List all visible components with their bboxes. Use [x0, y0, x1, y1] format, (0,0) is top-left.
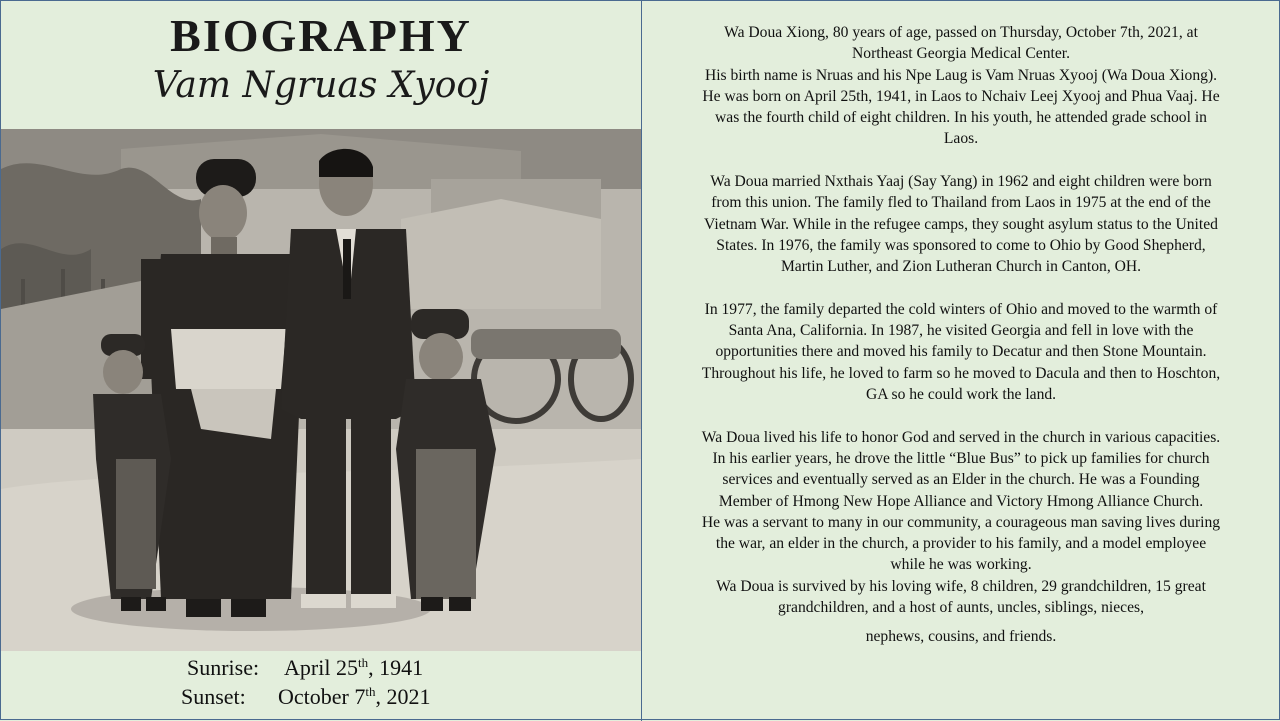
biography-text	[701, 22, 1221, 648]
bio-paragraph-church: Wa Doua lived his life to honor God and served in the church in various capacities. In his earlier years, he drove the little “Blue Bus” to pick up families for church services and eventually served as an Elder in the church. He was a Founding Member of Hmong New Hope Alliance and Victory Hmong Alliance Church.	[701, 428, 1221, 510]
bio-paragraph-birth: His birth name is Nruas and his Npe Laug is Vam Nruas Xyooj (Wa Doua Xiong). He was born on April 25th, 1941, in Laos to Nchaiv Leej Xyooj and Phua Vaaj. He was the fourth child of eight children. In his youth, he attended grade school in Laos.	[702, 66, 1220, 148]
sunrise-suffix: th	[357, 655, 369, 670]
bio-paragraph-death: Wa Doua Xiong, 80 years of age, passed on Thursday, October 7th, 2021, at Northeast Georgia Medical Center.	[724, 24, 1198, 63]
sunset-row	[1, 684, 641, 714]
sunrise-date	[284, 655, 423, 681]
bio-paragraph-marriage: Wa Doua married Nxthais Yaaj (Say Yang) in 1962 and eight children were born from this union. The family fled to Thailand from Laos in 1975 at the end of the Vietnam War. While in the refugee camps, they sought asylum status to the United States. In 1976, the family was sponsored to come to Ohio by Good Shepherd, Martin Luther, and Zion Lutheran Church in Canton, OH.	[704, 173, 1218, 276]
family-photo-illustration	[1, 129, 641, 651]
bio-paragraph-survived-end: nephews, cousins, and friends.	[865, 628, 1057, 646]
sunset-label: Sunset:	[181, 684, 246, 709]
paragraph-gap	[701, 150, 1221, 171]
sunset-date	[278, 684, 430, 710]
bio-paragraph-servant: He was a servant to many in our community, a courageous man saving lives during the war, an elder in the church, a provider to his family, and a model employee while he was working.	[701, 513, 1221, 574]
sunset-day: October 7	[278, 684, 366, 709]
sunrise-row	[1, 655, 641, 685]
sunset-suffix: th	[365, 684, 376, 699]
sunrise-label: Sunrise:	[187, 655, 260, 680]
column-divider	[641, 1, 642, 721]
sunset-year: , 2021	[375, 684, 431, 709]
page-subtitle: Vam Ngruas Xyooj	[152, 65, 490, 106]
bio-paragraph-survived: Wa Doua is survived by his loving wife, 8 children, 29 grandchildren, 15 great grandchildren, and a host of aunts, uncles, siblings, nieces,	[716, 577, 1206, 617]
family-photo	[1, 129, 641, 651]
sunrise-day: April 25	[284, 655, 358, 680]
paragraph-gap	[701, 278, 1221, 299]
paragraph-gap	[701, 405, 1221, 426]
sunrise-year: , 1941	[368, 655, 424, 680]
page-title: BIOGRAPHY	[170, 10, 472, 61]
left-panel	[1, 1, 641, 721]
bio-paragraph-moves: In 1977, the family departed the cold winters of Ohio and moved to the warmth of Santa Ana, California. In 1987, he visited Georgia and fell in love with the opportunities there and moved his family to Decatur and then Stone Mountain. Throughout his life, he loved to farm so he moved to Dacula and then to Hoschton, GA so he could work the land.	[701, 300, 1221, 404]
